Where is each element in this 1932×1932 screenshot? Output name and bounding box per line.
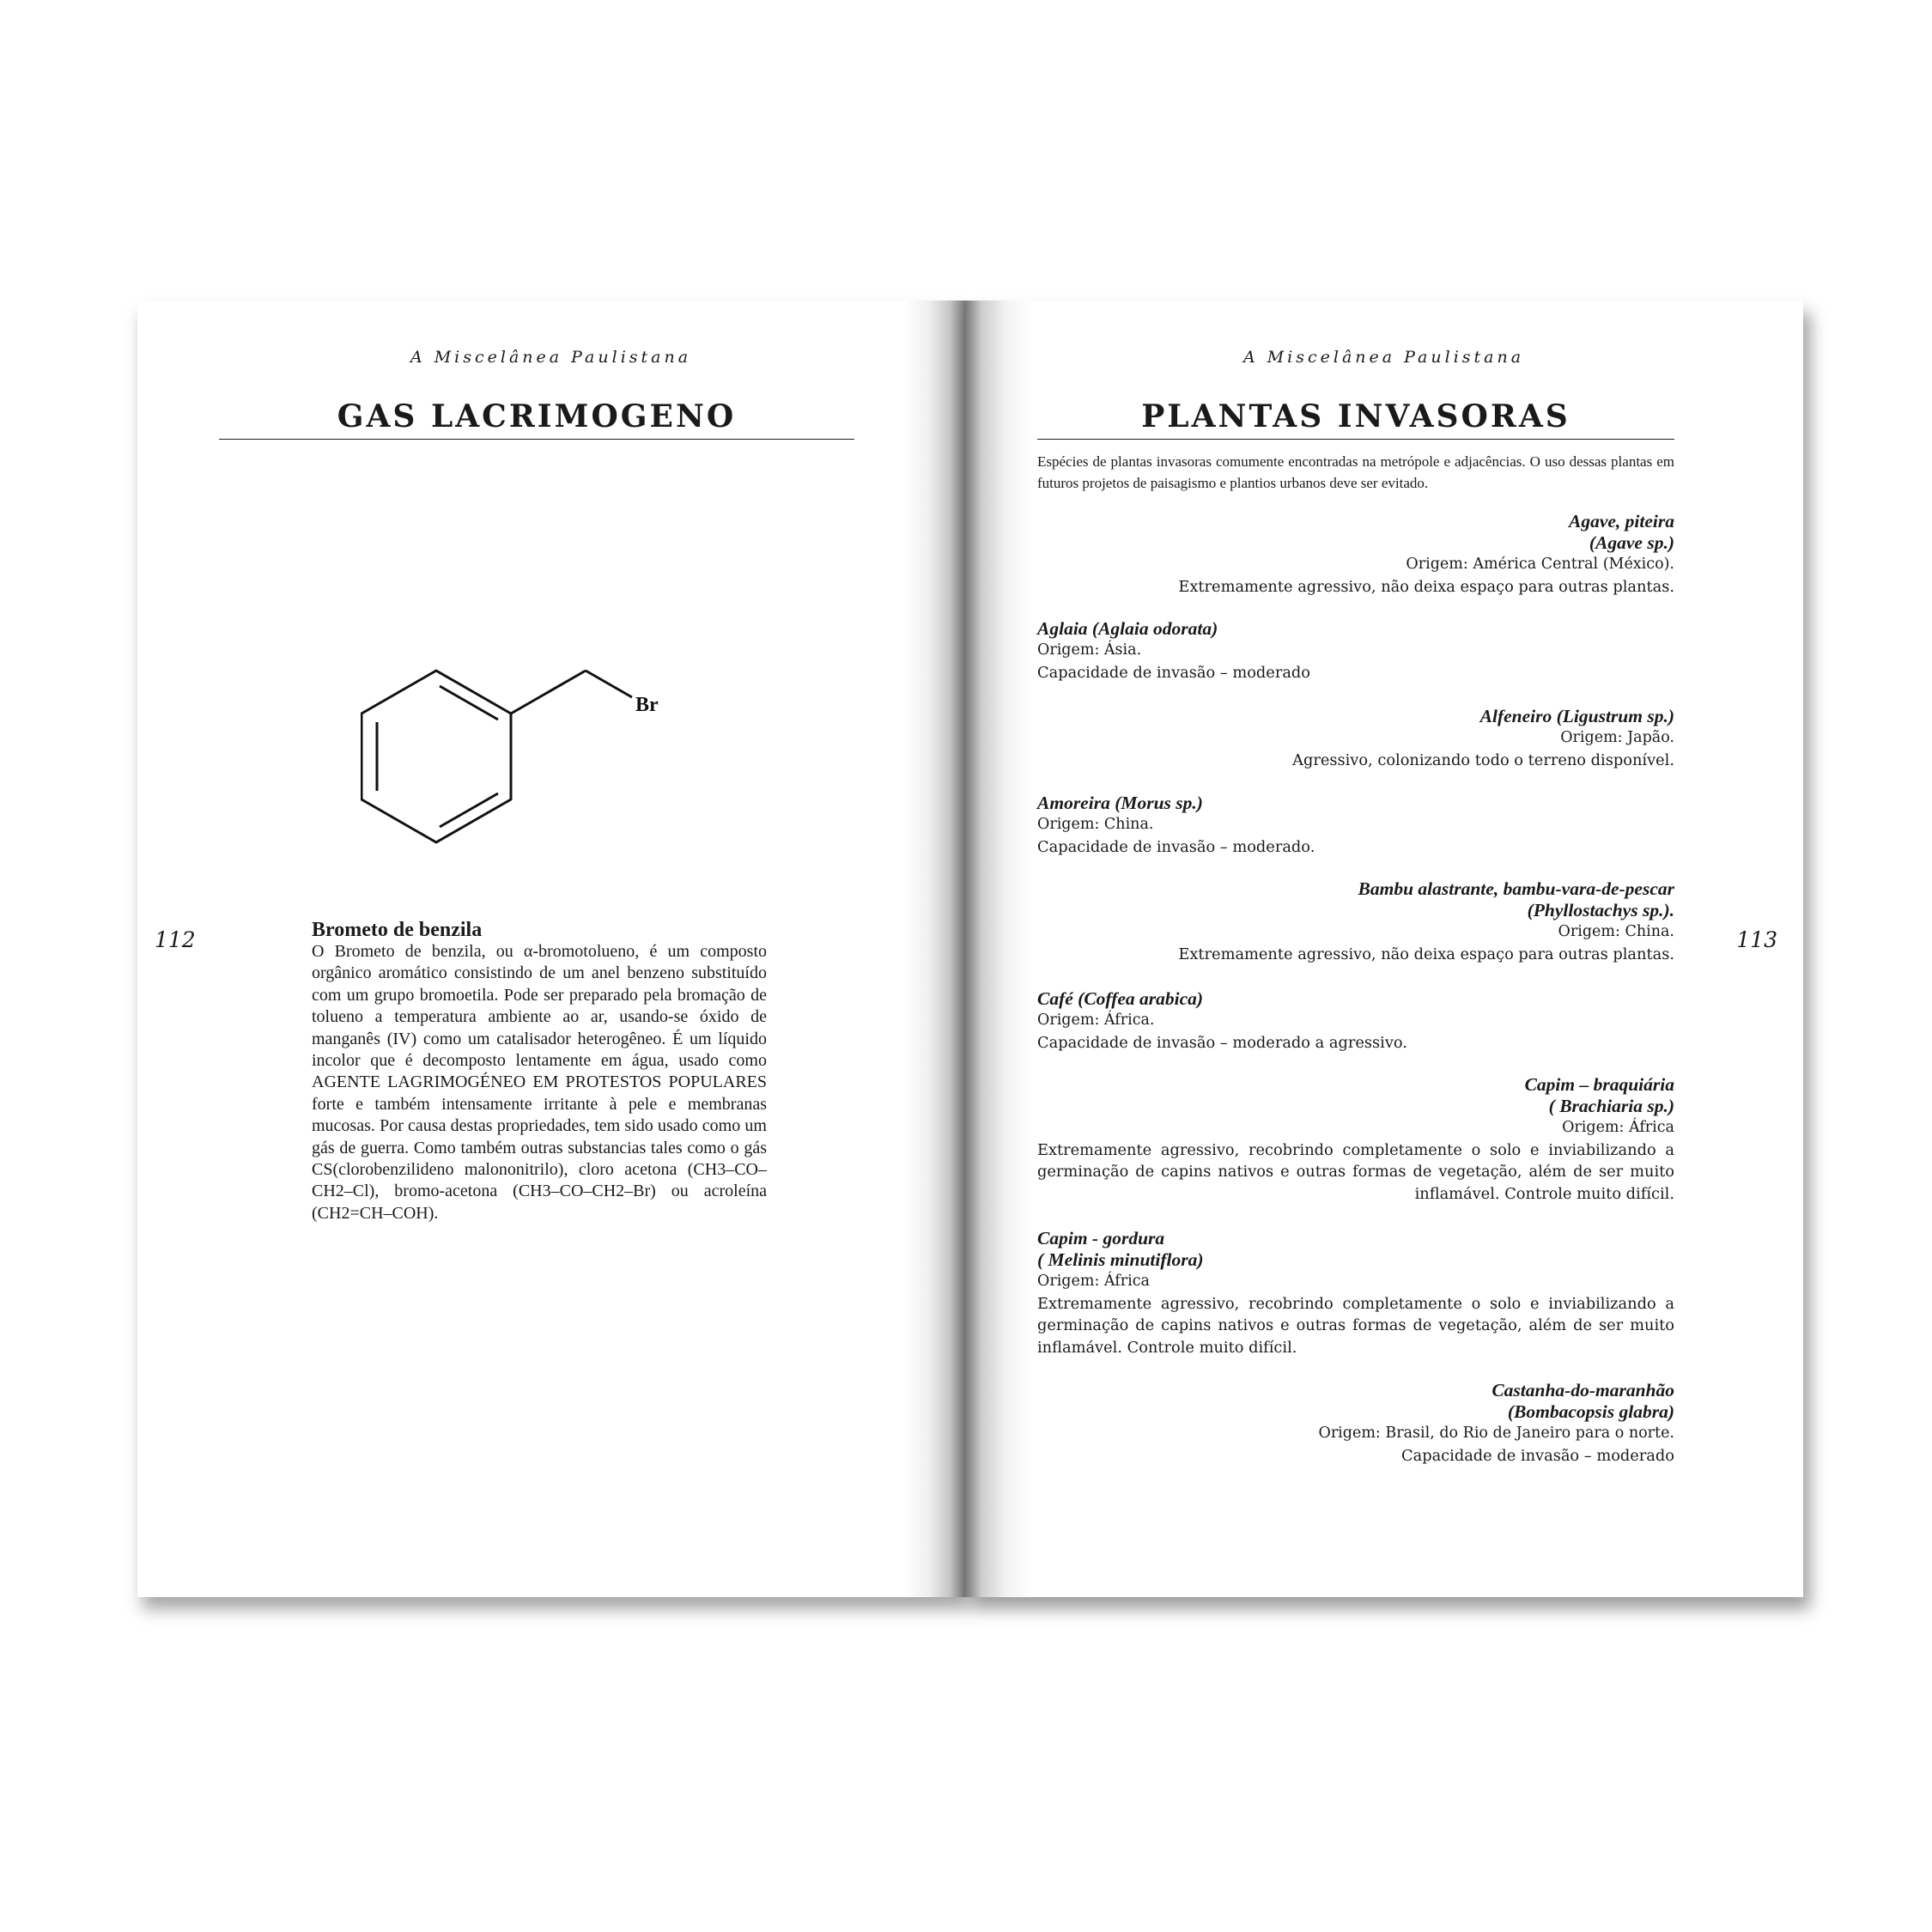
- plant-note: Extremamente agressivo, recobrindo completamente o solo e inviabilizando a germinação de capins nativos e outras formas de vegetação, além de ser muito inflamável. Controle muito difícil.: [1037, 1140, 1674, 1203]
- plant-scientific: ( Melinis minutiflora): [1037, 1249, 1204, 1270]
- plant-origin: Origem: África: [1037, 1273, 1150, 1290]
- plant-name: Castanha-do-maranhão: [1492, 1380, 1674, 1400]
- plant-origin: Origem: Japão.: [1560, 729, 1674, 746]
- plant-note: Capacidade de invasão – moderado a agressivo.: [1037, 1033, 1407, 1052]
- title-rule-right: [1037, 439, 1674, 440]
- plant-name: Bambu alastrante, bambu-vara-de-pescar: [1358, 878, 1674, 899]
- plant-entry-castanha: [1037, 1380, 1674, 1467]
- plant-entry-amoreira: [1037, 793, 1674, 858]
- ch2-bond: [511, 671, 586, 714]
- page-number-right: 113: [1736, 927, 1777, 952]
- running-head-left: A Miscelânea Paulistana: [410, 348, 692, 367]
- ch2-br-bond: [586, 671, 632, 697]
- plant-note: Extremamente agressivo, não deixa espaço para outras plantas.: [1178, 577, 1674, 596]
- plant-origin: Origem: Ásia.: [1037, 641, 1142, 659]
- plant-origin: Origem: China.: [1037, 816, 1154, 833]
- plant-origin: Origem: América Central (México).: [1406, 556, 1674, 573]
- plant-entry-agave: [1037, 511, 1674, 598]
- plant-origin: Origem: África: [1562, 1119, 1674, 1136]
- plant-scientific: ( Brachiaria sp.): [1548, 1096, 1674, 1116]
- benzyl-bromide-structure: [361, 661, 670, 850]
- right-page: [964, 301, 1803, 1597]
- plant-entry-capim-gordura: [1037, 1228, 1674, 1358]
- inner-bond-1: [440, 686, 498, 720]
- plant-scientific: (Bombacopsis glabra): [1507, 1401, 1674, 1422]
- article-heading: Brometo de benzila: [312, 919, 483, 941]
- plant-name: Agave, piteira: [1568, 511, 1674, 532]
- plant-note: Capacidade de invasão – moderado: [1037, 663, 1311, 682]
- title-rule-left: [219, 439, 854, 440]
- page-title-right: PLANTAS INVASORAS: [1141, 398, 1571, 434]
- plant-entry-bambu: [1037, 878, 1674, 965]
- article-body: O Brometo de benzila, ou α-bromotolueno, é um composto orgânico aromático consistindo de um anel benzeno substituído com um grupo bromoetila. Pode ser preparado pela bromação de tolueno a temperatura ambiente ao ar, usando-se óxido de manganês (IV) como um catalisador heterogêneo. É um líquido incolor que é decomposto lentamente em água, usado como AGENTE LAGRIMOGÉNEO EM PROTESTOS POPULARES forte e também intensamente irritante à pele e membranas mucosas. Por causa destas propriedades, tem sido usado como um gás de guerra. Como também outras substancias tales como o gás CS(clorobenzilideno malononitrilo), cloro acetona (CH3–CO–CH2–Cl), bromo-acetona (CH3–CO–CH2–Br) ou acroleína (CH2=CH–COH).: [312, 942, 767, 1223]
- plant-name: Café (Coffea arabica): [1037, 988, 1204, 1009]
- plant-origin: Origem: Brasil, do Rio de Janeiro para o norte.: [1318, 1425, 1674, 1442]
- plant-entry-cafe: [1037, 988, 1674, 1054]
- left-gutter-shadow: [904, 301, 964, 1597]
- plant-note: Capacidade de invasão – moderado: [1400, 1446, 1674, 1465]
- plant-name: Amoreira (Morus sp.): [1037, 793, 1203, 813]
- page-number-left: 112: [155, 927, 196, 952]
- left-page: [137, 301, 964, 1597]
- plant-entry-aglaia: [1037, 618, 1674, 683]
- plant-note: Extremamente agressivo, recobrindo completamente o solo e inviabilizando a germinação de capins nativos e outras formas de vegetação, além de ser muito inflamável. Controle muito difícil.: [1037, 1294, 1674, 1357]
- plant-origin: Origem: China.: [1558, 923, 1674, 940]
- intro-paragraph: Espécies de plantas invasoras comumente encontradas na metrópole e adjacências. O uso dessas plantas em futuros projetos de paisagismo e plantios urbanos deve ser evitado.: [1037, 453, 1674, 491]
- plant-scientific: (Phyllostachys sp.).: [1527, 900, 1674, 920]
- plant-entry-alfeneiro: [1037, 706, 1674, 771]
- plant-name: Aglaia (Aglaia odorata): [1037, 618, 1218, 639]
- plant-origin: Origem: África.: [1037, 1012, 1155, 1029]
- plant-note: Extremamente agressivo, não deixa espaço para outras plantas.: [1178, 945, 1674, 963]
- right-gutter-shadow: [964, 301, 1033, 1597]
- running-head-right: A Miscelânea Paulistana: [1242, 348, 1525, 367]
- plant-name: Alfeneiro (Ligustrum sp.): [1479, 706, 1674, 726]
- article: [312, 919, 767, 1224]
- br-atom-label: Br: [635, 694, 659, 716]
- plant-name: Capim - gordura: [1037, 1228, 1165, 1249]
- benzene-ring: [361, 671, 511, 842]
- page-title-left: GAS LACRIMOGENO: [337, 398, 737, 434]
- plant-note: Agressivo, colonizando todo o terreno disponível.: [1292, 750, 1674, 769]
- inner-bond-2: [440, 793, 498, 827]
- plant-entry-capim-braquiaria: [1037, 1074, 1674, 1205]
- plant-note: Capacidade de invasão – moderado.: [1037, 837, 1315, 856]
- plant-name: Capim – braquiária: [1524, 1074, 1674, 1095]
- plant-scientific: (Agave sp.): [1589, 532, 1674, 553]
